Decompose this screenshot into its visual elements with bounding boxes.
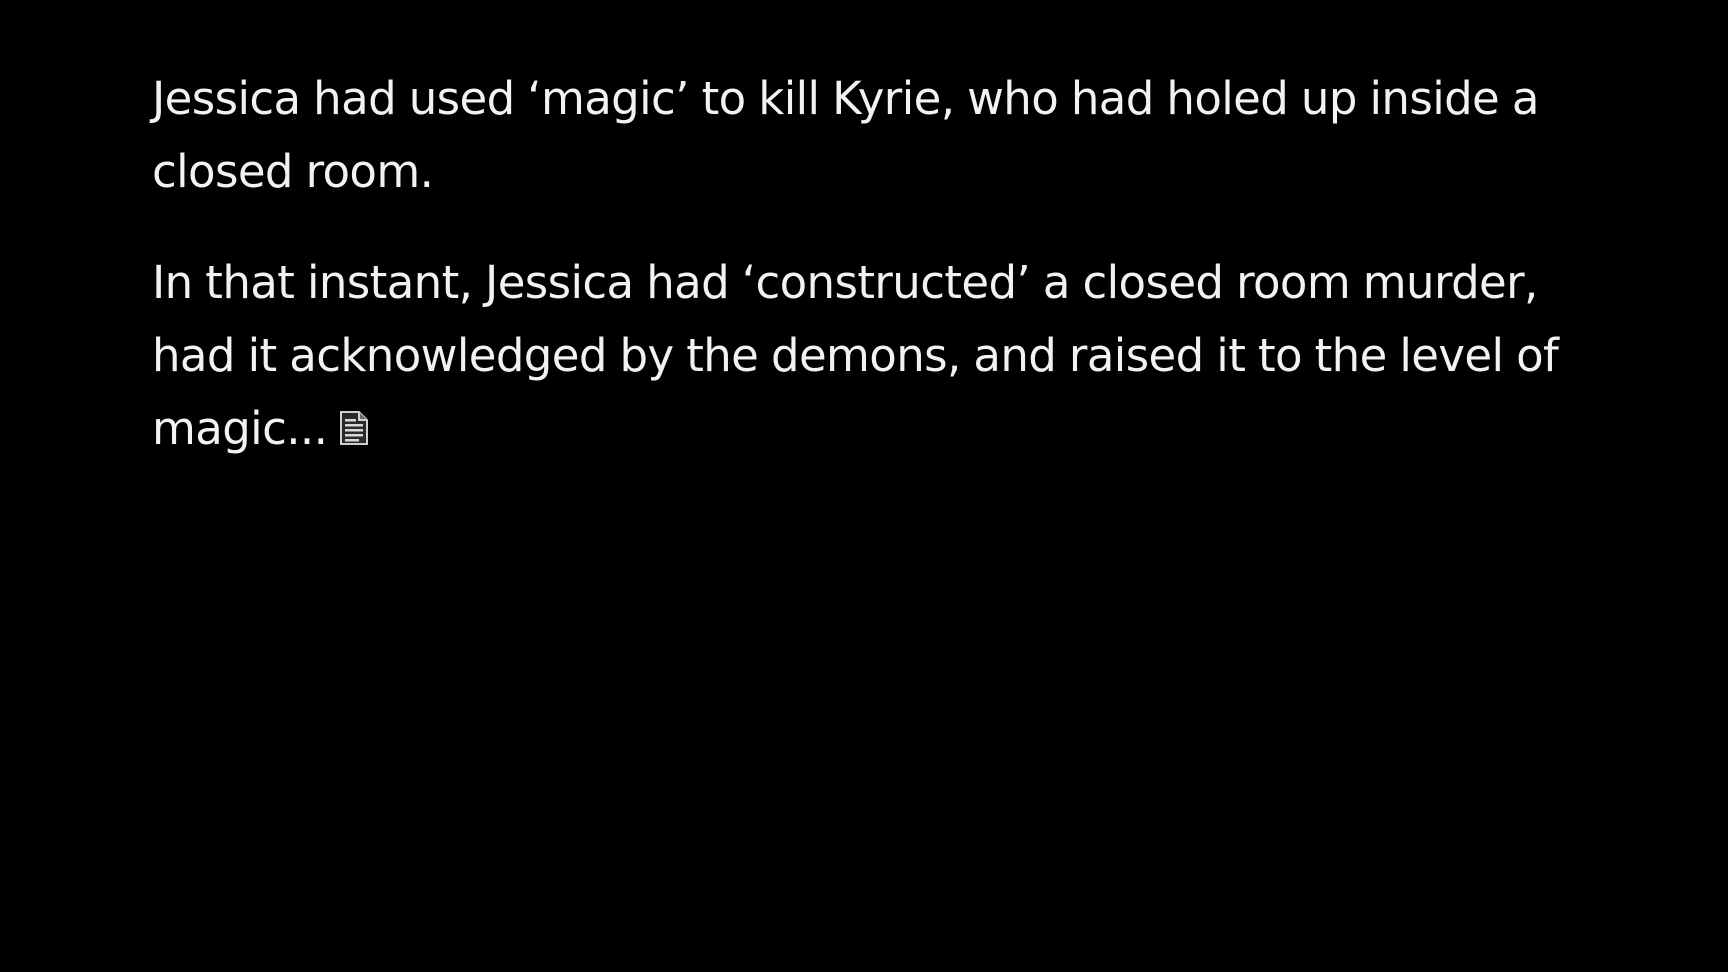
dialogue-paragraph-1: Jessica had used ‘magic’ to kill Kyrie, who had holed up inside a closed room. — [152, 72, 1539, 198]
dialogue-box[interactable] — [152, 62, 1602, 503]
dialogue-paragraph-2-text: In that instant, Jessica had ‘constructed’ a closed room murder, had it acknowledged by the demons, and raised it to the level of magic... — [152, 256, 1559, 455]
dialogue-paragraph-2 — [152, 246, 1602, 465]
page-icon[interactable] — [337, 410, 371, 446]
